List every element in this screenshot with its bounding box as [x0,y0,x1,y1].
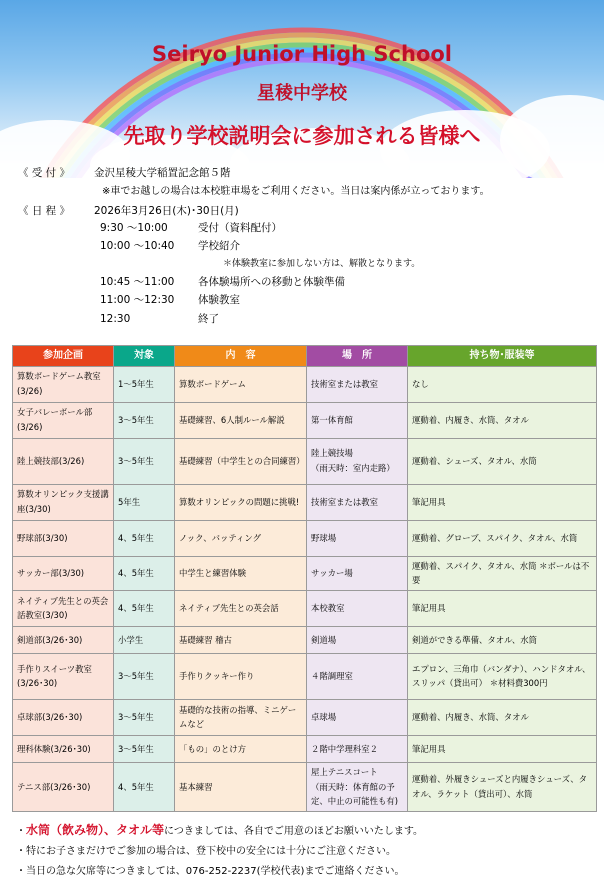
table-cell: なし [408,366,597,402]
schedule-time: 11:00 ～12:30 [100,294,175,306]
table-cell: 手作りスイーツ教室(3/26･30) [13,653,114,699]
note-2: ・特にお子さまだけでご参加の場合は、登下校中の安全には十分にご注意ください。 [16,846,396,857]
table-cell: 剣道場 [307,626,408,653]
table-cell: 筆記用具 [408,590,597,626]
table-row [13,653,597,699]
schedule-item [100,274,345,289]
table-header-row [13,346,597,367]
school-name-english: Seiryo Junior High School [152,42,452,66]
table-cell: 技術室または教室 [307,484,408,520]
table-cell: 1～5年生 [114,366,175,402]
table-cell: 5年生 [114,484,175,520]
table-row [13,484,597,520]
table-cell: 第一体育館 [307,402,408,438]
table-cell: ネイティブ先生との英会話教室(3/30) [13,590,114,626]
table-cell: 手作りクッキー作り [175,653,307,699]
table-cell: 基礎的な技術の指導、ミニゲームなど [175,699,307,735]
table-cell: 基礎練習、6人制ルール解説 [175,402,307,438]
table-cell: 陸上競技場 （雨天時：室内走路） [307,438,408,484]
table-cell: 基礎練習（中学生との合同練習） [175,438,307,484]
table-cell: 卓球場 [307,699,408,735]
table-cell: 4、5年生 [114,556,175,590]
schedule-time: 10:45 ～11:00 [100,276,175,288]
column-header: 内 容 [175,346,307,367]
table-cell: 算数ボードゲーム [175,366,307,402]
note-1: ・水筒（飲み物）、タオル等につきましては、各自でご用意のほどお願いいたします。 [16,823,424,837]
table-cell: 「もの」のとけ方 [175,735,307,762]
table-cell: 3～5年生 [114,653,175,699]
table-cell: 4、5年生 [114,590,175,626]
table-row [13,699,597,735]
table-row [13,366,597,402]
table-cell: 屋上テニスコート （雨天時：体育館の予定、中止の可能性も有) [307,762,408,811]
schedule-item [100,292,240,307]
table-cell: 算数オリンピックの問題に挑戦! [175,484,307,520]
schedule-desc: 体験教室 [198,294,240,306]
column-header: 場 所 [307,346,408,367]
table-cell: 4、5年生 [114,762,175,811]
schedule-time: 12:30 [100,313,131,325]
table-cell: ネイティブ先生との英会話 [175,590,307,626]
table-cell: ２階中学理科室２ [307,735,408,762]
table-cell: 運動着、スパイク、タオル、水筒 ＊ボールは不要 [408,556,597,590]
schedule-label: 《 日 程 》 [18,205,71,217]
note-1-text: につきましては、各自でご用意のほどお願いいたします。 [164,826,424,837]
table-cell: 技術室または教室 [307,366,408,402]
table-row [13,762,597,811]
schedule-desc: 各体験場所への移動と体験準備 [198,276,345,288]
table-cell: サッカー場 [307,556,408,590]
table-row [13,590,597,626]
program-table [12,345,597,812]
table-cell: 中学生と練習体験 [175,556,307,590]
note-3: ・当日の急な欠席等につきましては、076-252-2237(学校代表)までご連絡ください。 [16,866,405,877]
schedule-date: 2026年3月26日(木)･30日(月) [94,205,239,217]
reception-line [18,165,231,180]
schedule-item [100,220,282,235]
table-cell: テニス部(3/26･30) [13,762,114,811]
table-cell: 運動着、内履き、水筒、タオル [408,699,597,735]
reception-label: 《 受 付 》 [18,167,71,179]
table-cell: 運動着、シューズ、タオル、水筒 [408,438,597,484]
reception-place: 金沢星稜大学稲置記念館５階 [94,167,231,179]
column-header: 参加企画 [13,346,114,367]
table-cell: 剣道ができる準備、タオル、水筒 [408,626,597,653]
table-cell: 剣道部(3/26･30) [13,626,114,653]
table-cell: 算数オリンピック支援講座(3/30) [13,484,114,520]
table-cell: 3～5年生 [114,735,175,762]
parking-note: ※車でお越しの場合は本校駐車場をご利用ください。当日は案内係が立っております。 [102,186,490,197]
table-cell: 3～5年生 [114,402,175,438]
table-row [13,520,597,556]
schedule-desc: 学校紹介 [198,240,240,252]
table-cell: エプロン、三角巾（バンダナ）、ハンドタオル、スリッパ（貸出可） ＊材料費300円 [408,653,597,699]
table-cell: 基礎練習 稽古 [175,626,307,653]
schedule-time: 9:30 ～10:00 [100,222,168,234]
schedule-desc: 終了 [198,313,219,325]
school-name-japanese: 星稜中学校 [257,83,347,104]
note-2-text: 特にお子さまだけでご参加の場合は、登下校中の安全には十分にご注意ください。 [26,846,396,857]
table-cell: ノック、バッティング [175,520,307,556]
column-header: 対象 [114,346,175,367]
table-cell: 女子バレーボール部(3/26) [13,402,114,438]
table-cell: ４階調理室 [307,653,408,699]
table-row [13,626,597,653]
table-cell: 筆記用具 [408,484,597,520]
table-cell: 3～5年生 [114,438,175,484]
table-cell: 野球場 [307,520,408,556]
table-cell: 卓球部(3/26･30) [13,699,114,735]
table-row [13,556,597,590]
schedule-item [100,238,240,253]
table-cell: 理科体験(3/26･30) [13,735,114,762]
table-row [13,438,597,484]
table-cell: 運動着、外履きシューズと内履きシューズ、タオル、ラケット（貸出可）、水筒 [408,762,597,811]
table-row [13,402,597,438]
table-cell: サッカー部(3/30) [13,556,114,590]
page-heading: 先取り学校説明会に参加される皆様へ [123,124,481,148]
table-body [13,366,597,812]
notes [16,820,423,882]
schedule-item [223,256,420,269]
table-cell: 算数ボードゲーム教室(3/26) [13,366,114,402]
note-3-text: 当日の急な欠席等につきましては、076-252-2237(学校代表)までご連絡ください。 [26,866,405,877]
schedule-item [100,311,219,326]
table-cell: 本校教室 [307,590,408,626]
table-cell: 3～5年生 [114,699,175,735]
schedule-desc: 受付（資料配付） [198,222,282,234]
table-row [13,735,597,762]
table-cell: 筆記用具 [408,735,597,762]
schedule-line [18,203,239,218]
table-cell: 4、5年生 [114,520,175,556]
schedule-desc: ＊体験教室に参加しない方は、解散となります。 [223,259,421,269]
schedule-time: 10:00 ～10:40 [100,240,175,252]
table-cell: 陸上競技部(3/26) [13,438,114,484]
table-cell: 運動着、グローブ、スパイク、タオル、水筒 [408,520,597,556]
table-cell: 運動着、内履き、水筒、タオル [408,402,597,438]
note-1-highlight: 水筒（飲み物）、タオル等 [26,823,165,837]
column-header: 持ち物･服装等 [408,346,597,367]
table-cell: 基本練習 [175,762,307,811]
table-cell: 小学生 [114,626,175,653]
table-cell: 野球部(3/30) [13,520,114,556]
